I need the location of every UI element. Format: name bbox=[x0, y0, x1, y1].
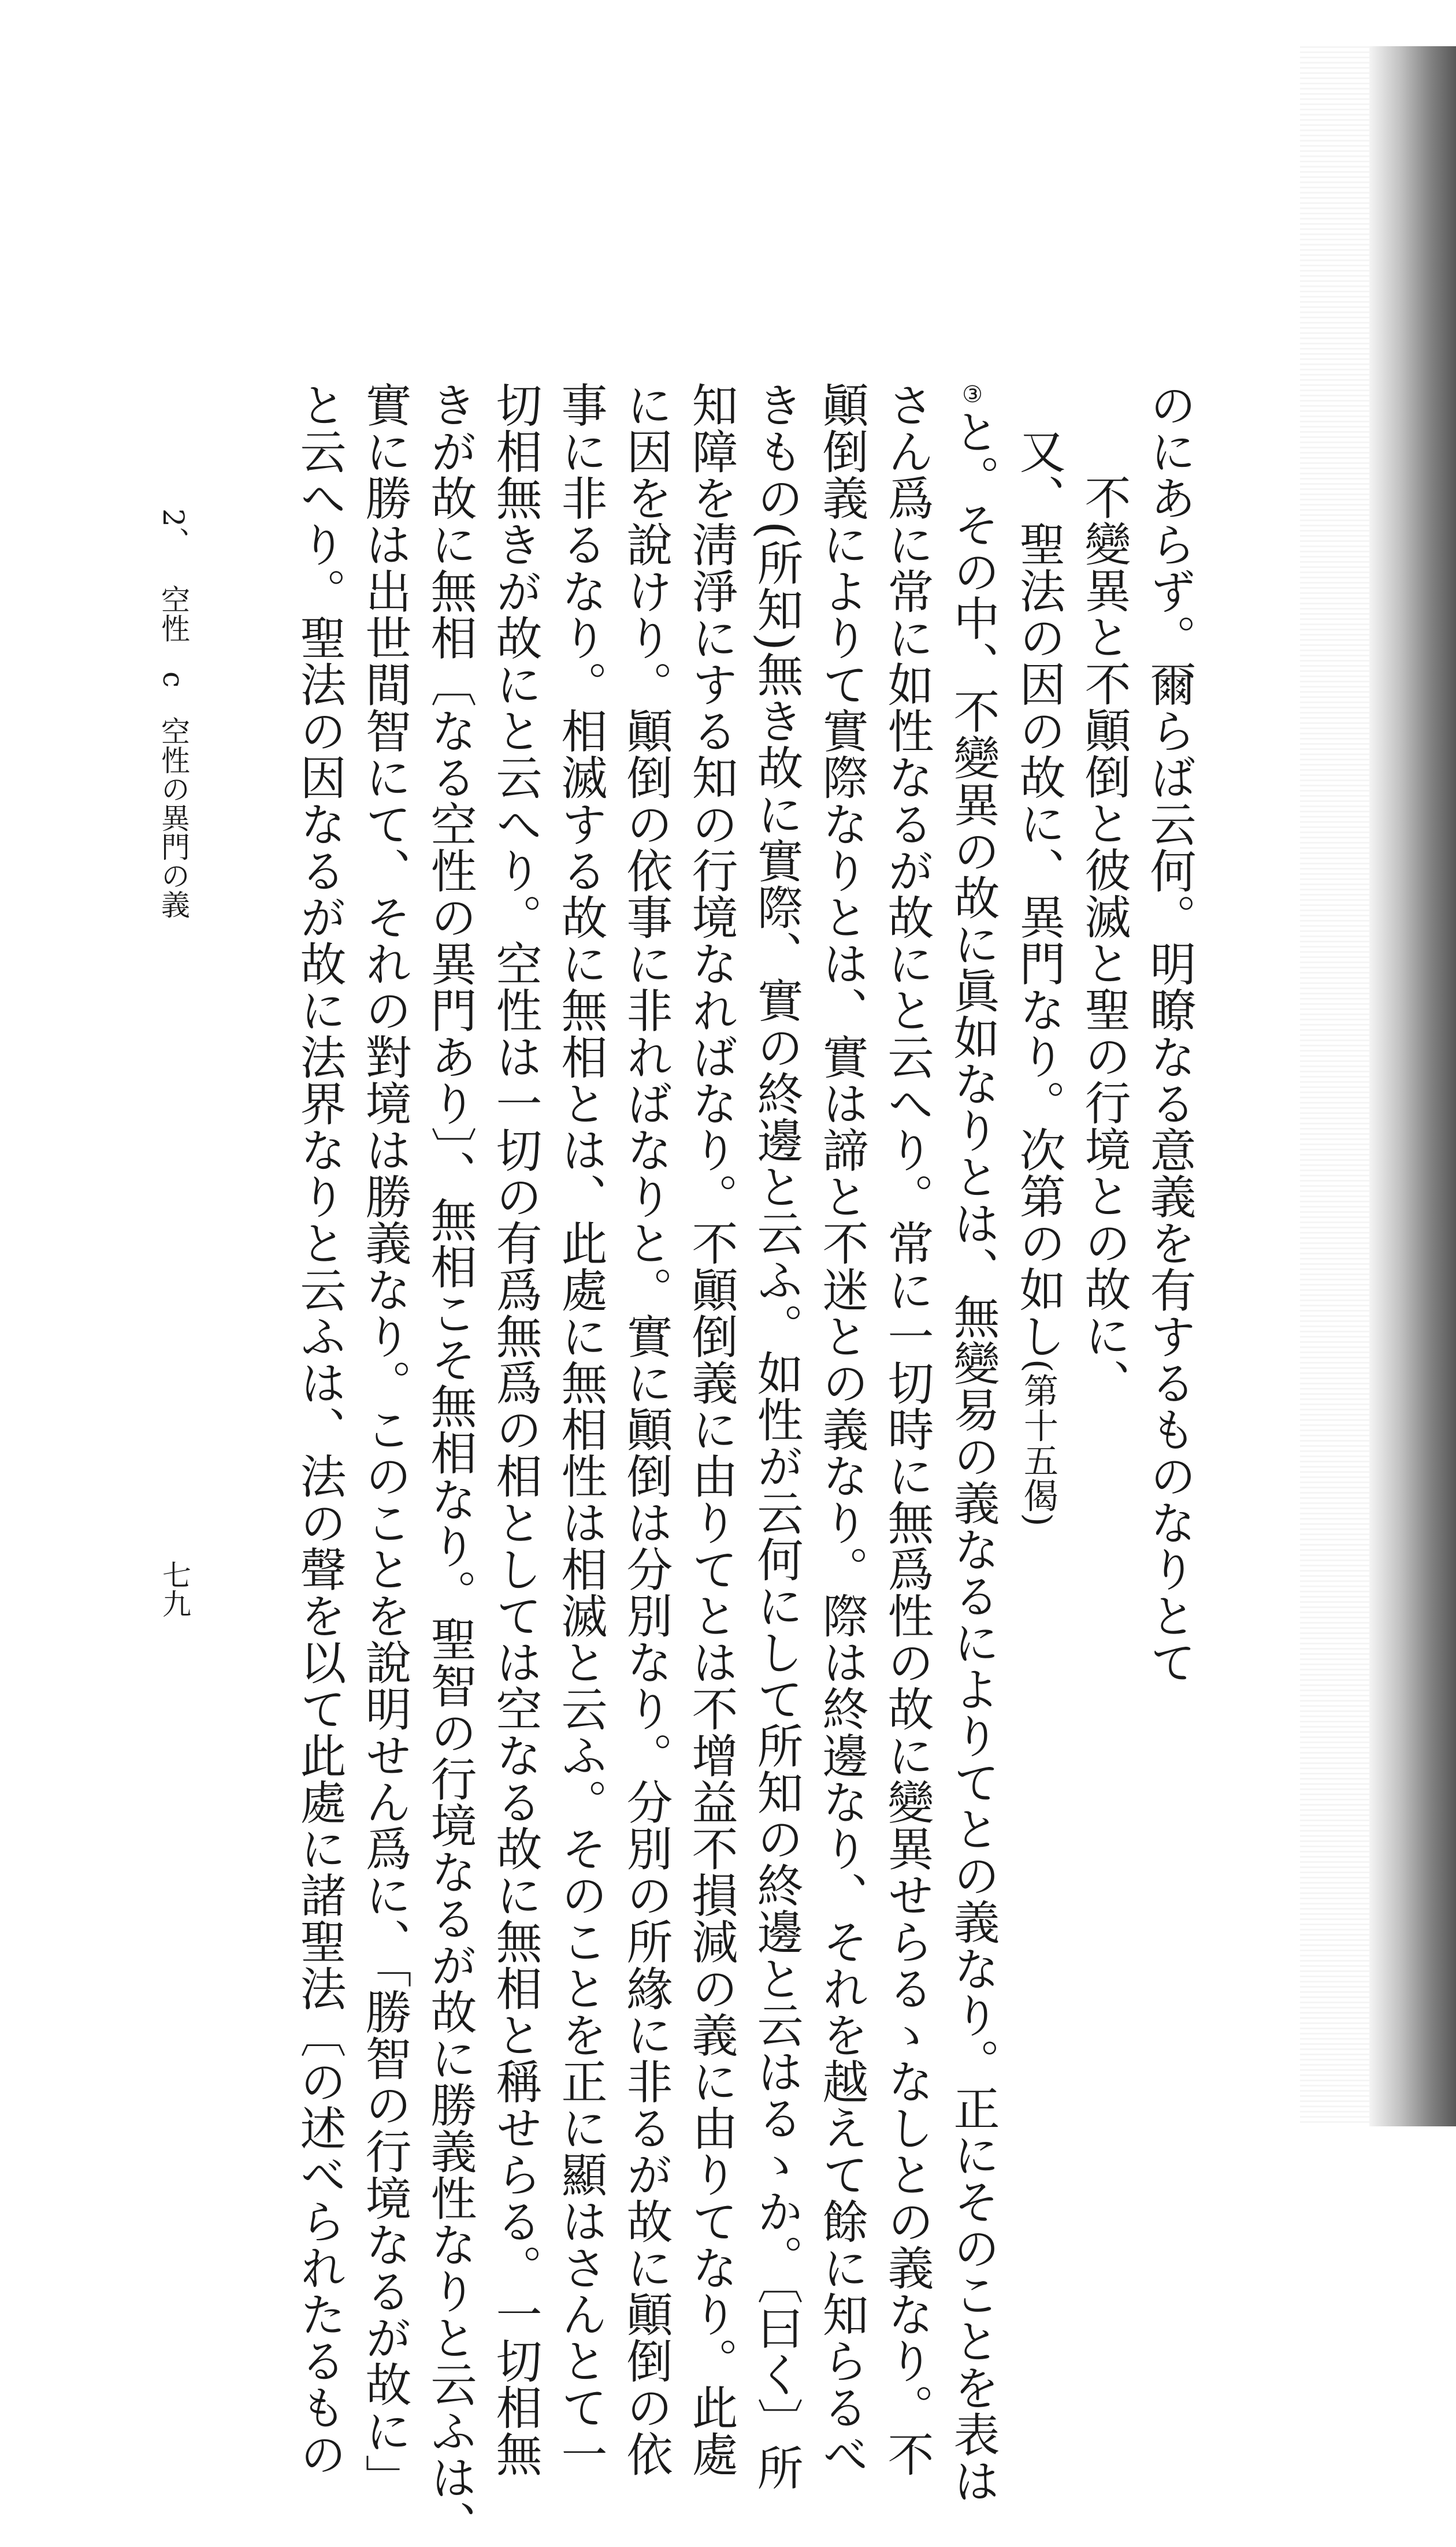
section-title: 空性 bbox=[157, 584, 190, 643]
subsection-title: 空性の異門の義 bbox=[157, 716, 190, 919]
text-line-content: と。その中、不變異の故に眞如なりとは、無變易の義なるによりてとの義なり。正にそのことを表は bbox=[946, 408, 1000, 2504]
section-number: 2、 bbox=[157, 508, 190, 556]
text-line: と云へり。聖法の因なるが故に法界なりと云ふは、法の聲を以て此處に諸聖法〔の述べられたるもの bbox=[292, 381, 346, 2477]
text-line: さん爲に常に如性なるが故にと云へり。常に一切時に無爲性の故に變異せらるゝなしとの義なり。不 bbox=[880, 381, 934, 2478]
page-number: 七九 bbox=[158, 1560, 191, 1618]
text-line: きもの(所知)無き故に實際、實の終邊と云ふ。如性が云何にして所知の終邊と云はるゝか。〔曰く〕所 bbox=[749, 381, 803, 2491]
main-text-block bbox=[287, 381, 1202, 2547]
verse-line bbox=[1005, 381, 1071, 1941]
verse-note: (第十五偈) bbox=[1018, 1359, 1058, 1527]
verse-text: 又、聖法の因の故に、異門なり。次第の如し bbox=[1012, 428, 1065, 1359]
text-line bbox=[939, 381, 1005, 2504]
running-footer bbox=[156, 508, 191, 938]
text-line: 顚倒義によりて實際なりとは、實は諦と不迷との義なり。際は終邊なり、それを越えて餘に知らるべ bbox=[815, 381, 868, 2477]
text-line: 事に非るなり。相滅する故に無相とは、此處に無相性は相滅と云ふ。そのことを正に顯はさんとて一 bbox=[554, 381, 607, 2477]
scanned-page-texture bbox=[1300, 46, 1369, 2126]
verse-line: 不變異と不顚倒と彼滅と聖の行境との故に、 bbox=[1077, 474, 1131, 1405]
text-line: 切相無きが故にと云へり。空性は一切の有爲無爲の相としては空なる故に無相と稱せらる。一切相無 bbox=[488, 381, 542, 2477]
footnote-marker: ③ bbox=[959, 381, 986, 409]
subsection-label: c bbox=[157, 671, 190, 688]
text-line: 實に勝は出世間智にて、それの對境は勝義なり。このことを說明せん爲に、「勝智の行境なるが故に」 bbox=[358, 381, 411, 2501]
text-line: に因を說けり。顚倒の依事に非ればなりと。實に顚倒は分別なり。分別の所緣に非るが故に顚倒の依 bbox=[619, 381, 673, 2478]
text-line: 知障を淸淨にする知の行境なればなり。不顚倒義に由りてとは不增益不損減の義に由りてなり。此處 bbox=[684, 381, 738, 2477]
text-line: きが故に無相〔なる空性の異門あり〕、無相こそ無相なり。聖智の行境なるが故に勝義性なりと云ふは、 bbox=[423, 381, 477, 2547]
scanned-page-edge bbox=[1369, 46, 1456, 2126]
text-line: のにあらず。爾らば云何。明瞭なる意義を有するものなりとて bbox=[1142, 381, 1196, 1685]
